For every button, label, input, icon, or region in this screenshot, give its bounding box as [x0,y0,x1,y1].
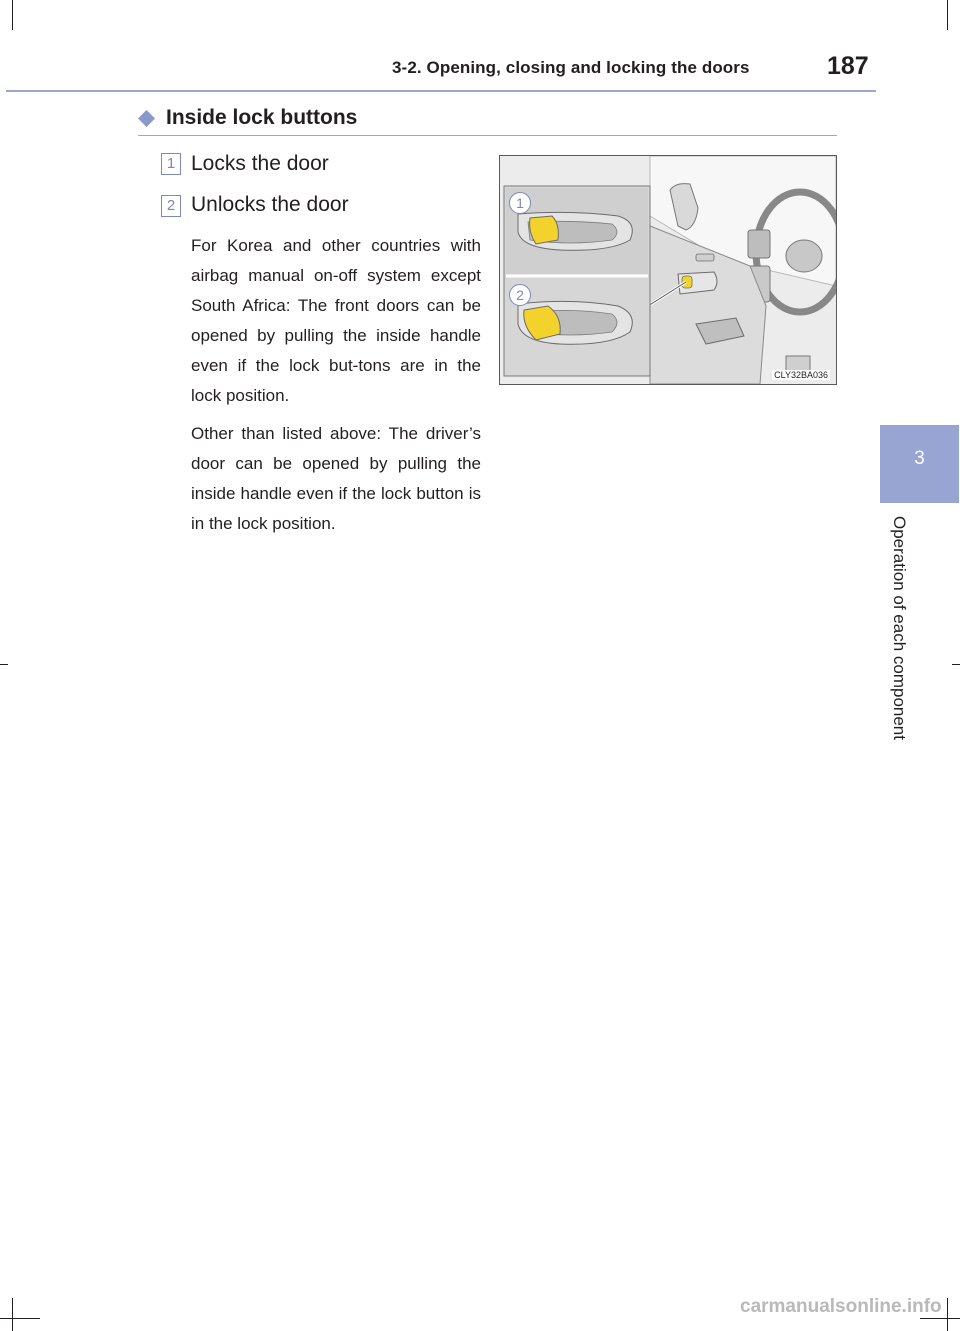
body-paragraph: Other than listed above: The driver’s door can be opened by pulling the inside handle even if the lock button is in the lock position. [191,424,481,533]
item-number-badge: 2 [161,195,181,217]
chapter-tab-number: 3 [914,448,925,469]
crop-mark [947,1298,948,1331]
item-text: Unlocks the door [191,193,349,216]
crop-mark [0,664,8,665]
section-heading-text: Inside lock buttons [166,106,358,129]
section-heading [138,104,357,132]
figure-callout: 2 [509,284,531,306]
item-number-badge: 1 [161,153,181,175]
section-rule [138,135,837,136]
chapter-tab [880,425,959,503]
item-text: Locks the door [191,152,329,175]
figure-callout: 1 [509,192,531,214]
crop-mark [0,1318,40,1319]
page-number: 187 [827,52,869,80]
diamond-bullet-icon [138,110,155,127]
crop-mark [947,0,948,30]
chapter-title: 3-2. Opening, closing and locking the doors [392,58,750,77]
chapter-tab-label: Operation of each component [890,516,909,740]
crop-mark [12,0,13,30]
crop-mark [920,1318,960,1319]
door-lock-illustration [499,155,837,385]
figure-code: CLY32BA036 [774,370,828,380]
header-rule [6,90,876,92]
crop-mark [952,664,960,665]
watermark: carmanualsonline.info [740,1296,942,1317]
door-interior-drawing [500,156,836,384]
body-paragraph: For Korea and other countries with airbag manual on-off system except South Africa: The front doors can be opened by pulling the inside handle even if the lock but-tons are in the lock position. [191,236,481,405]
crop-mark [12,1298,13,1331]
